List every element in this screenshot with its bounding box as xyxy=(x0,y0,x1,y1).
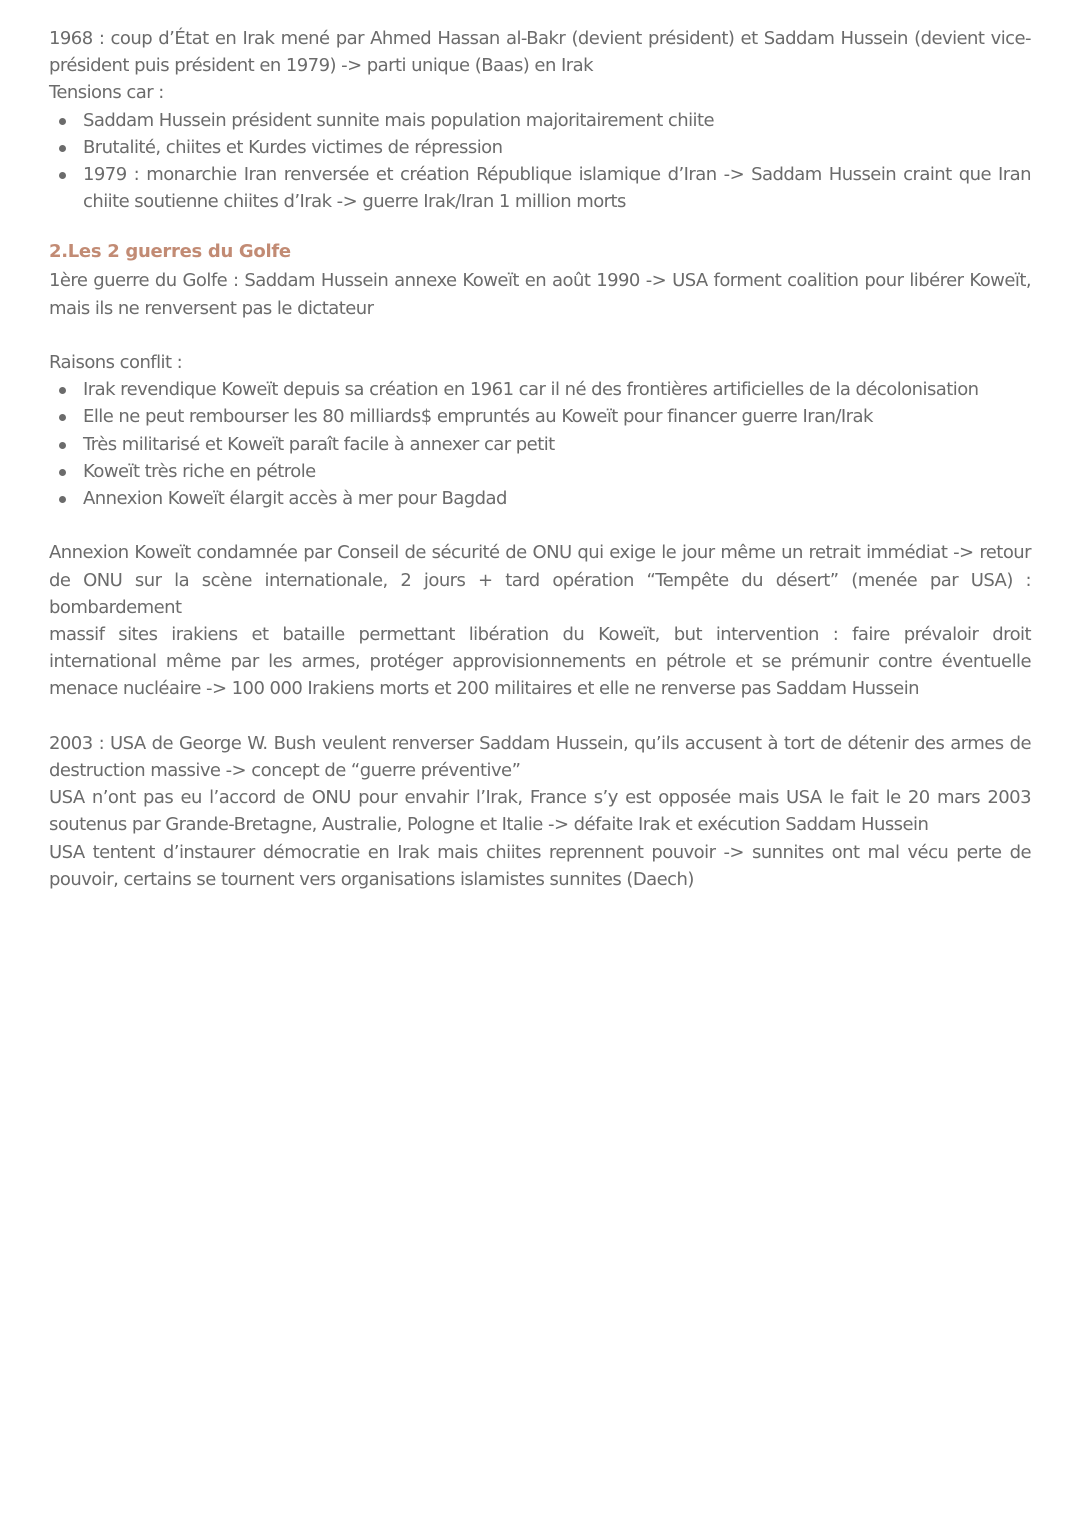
list-item: Saddam Hussein président sunnite mais population majoritairement chiite xyxy=(49,107,1031,134)
reasons-list xyxy=(49,376,1031,512)
democracy-paragraph xyxy=(49,839,1031,893)
text-line: soutenus par Grande-Bretagne, Australie, Pologne et Italie -> défaite Irak et exécution Saddam Hussein xyxy=(49,814,929,836)
invasion-paragraph xyxy=(49,784,1031,838)
war-2003-paragraph xyxy=(49,730,1031,784)
text-line: menace nucléaire -> 100 000 Irakiens morts et 200 militaires et elle ne renverse pas Saddam Hussein xyxy=(49,678,920,700)
text-line: chiite soutienne chiites d’Irak -> guerre Irak/Iran 1 million morts xyxy=(83,191,626,213)
text-line: 1ère guerre du Golfe : Saddam Hussein annexe Koweït en août 1990 -> USA forment coalition pour libérer Koweït, xyxy=(49,270,1031,292)
list-item: Brutalité, chiites et Kurdes victimes de répression xyxy=(49,134,1031,161)
text-line: mais ils ne renversent pas le dictateur xyxy=(49,297,374,319)
text-line: de ONU sur la scène internationale, 2 jours + tard opération “Tempête du désert” (menée par USA) : bombardement xyxy=(49,569,1031,618)
annexation-paragraph xyxy=(49,539,1031,702)
spacer xyxy=(49,512,1031,539)
list-item xyxy=(49,161,1031,215)
text-line: destruction massive -> concept de “guerre préventive” xyxy=(49,760,521,782)
intro-paragraph xyxy=(49,25,1031,79)
spacer xyxy=(49,703,1031,730)
list-item: Annexion Koweït élargit accès à mer pour Bagdad xyxy=(49,485,1031,512)
text-line: USA n’ont pas eu l’accord de ONU pour envahir l’Irak, France s’y est opposée mais USA le fait le 20 mars 2003 xyxy=(49,787,1031,809)
text-line: USA tentent d’instaurer démocratie en Irak mais chiites reprennent pouvoir -> sunnites ont mal vécu perte de xyxy=(49,841,1031,863)
list-item: Irak revendique Koweït depuis sa création en 1961 car il né des frontières artificielles de la décolonisation xyxy=(49,376,1031,403)
text-line: Annexion Koweït condamnée par Conseil de sécurité de ONU qui exige le jour même un retrait immédiat -> retour xyxy=(49,542,1031,564)
text-line: président puis président en 1979) -> parti unique (Baas) en Irak xyxy=(49,55,593,77)
spacer xyxy=(49,322,1031,349)
text-line: pouvoir, certains se tournent vers organisations islamistes sunnites (Daech) xyxy=(49,868,694,890)
gulf-war-paragraph xyxy=(49,267,1031,321)
list-item: Très militarisé et Koweït paraît facile à annexer car petit xyxy=(49,431,1031,458)
tensions-list xyxy=(49,107,1031,216)
text-line: massif sites irakiens et bataille permettant libération du Koweït, but intervention : faire prévaloir droit xyxy=(49,624,1031,646)
section-heading: 2.Les 2 guerres du Golfe xyxy=(49,241,291,263)
tensions-label: Tensions car : xyxy=(49,82,164,104)
text-line: international même par les armes, protéger approvisionnements en pétrole et se prémunir contre éventuelle xyxy=(49,651,1031,673)
document-page xyxy=(49,25,1031,893)
text-line: 1979 : monarchie Iran renversée et création République islamique d’Iran -> Saddam Hussein craint que Iran xyxy=(83,164,1031,186)
list-item: Elle ne peut rembourser les 80 milliards$ empruntés au Koweït pour financer guerre Iran/Irak xyxy=(49,403,1031,430)
text-line: 2003 : USA de George W. Bush veulent renverser Saddam Hussein, qu’ils accusent à tort de détenir des armes de xyxy=(49,732,1031,754)
list-item: Koweït très riche en pétrole xyxy=(49,458,1031,485)
reasons-label: Raisons conflit : xyxy=(49,352,183,374)
text-line: 1968 : coup d’État en Irak mené par Ahmed Hassan al-Bakr (devient président) et Saddam Hussein (devient vice- xyxy=(49,28,1031,49)
